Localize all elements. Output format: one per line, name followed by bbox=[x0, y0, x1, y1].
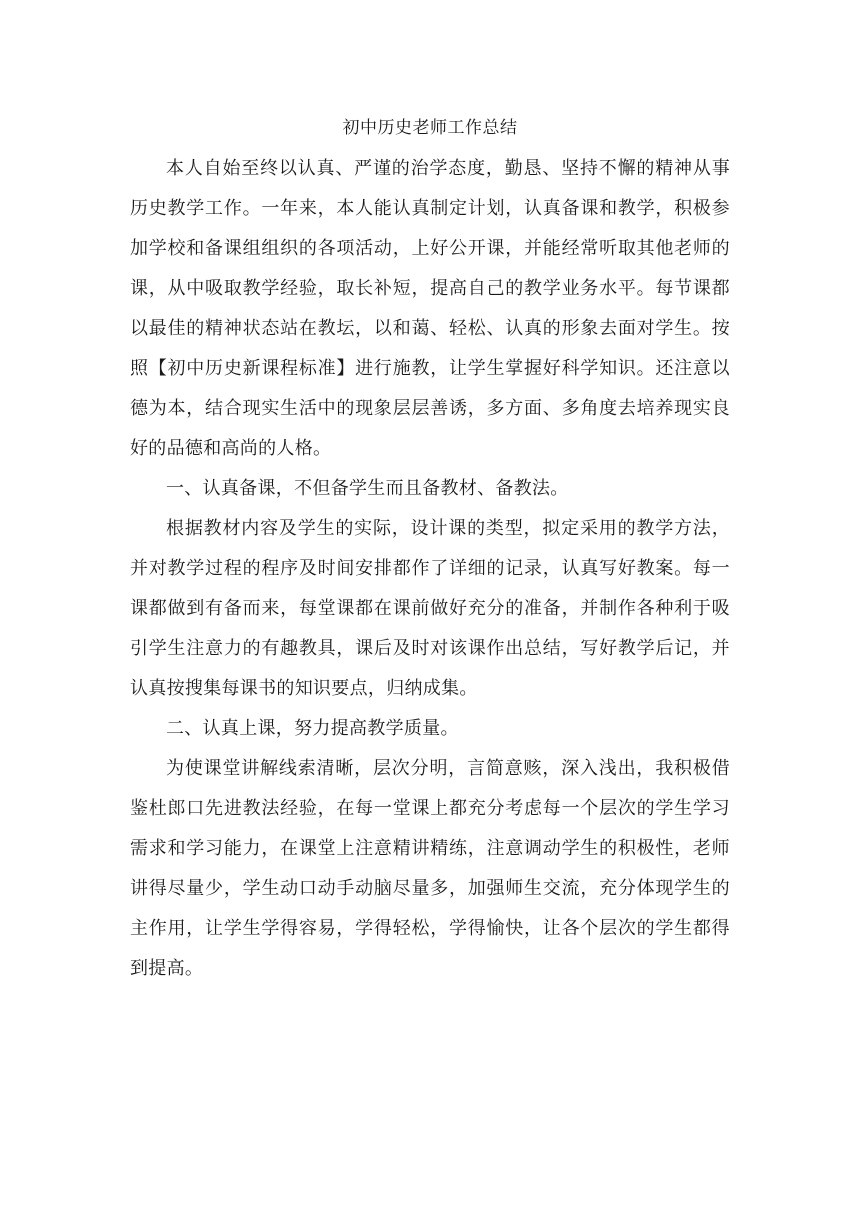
section-heading-preparation: 一、认真备课，不但备学生而且备教材、备教法。 bbox=[166, 478, 569, 499]
paragraph-preparation: 根据教材内容及学生的实际，设计课的类型，拟定采用的教学方法，并对教学过程的程序及时间安排都作了详细的记录，认真写好教案。每一课都做到有备而来，每堂课都在课前做好充分的准备，并制作各种利于吸引学生注意力的有趣教具，课后及时对该课作出总结，写好教学后记，并认真按搜集每课书的知识要点，归纳成集。 bbox=[130, 518, 730, 699]
paragraph-intro: 本人自始至终以认真、严谨的治学态度，勤恳、坚持不懈的精神从事历史教学工作。一年来，本人能认真制定计划，认真备课和教学，积极参加学校和备课组组织的各项活动，上好公开课，并能经常听取其他老师的课，从中吸取教学经验，取长补短，提高自己的教学业务水平。每节课都以最佳的精神状态站在教坛，以和蔼、轻松、认真的形象去面对学生。按照【初中历史新课程标准】进行施教，让学生掌握好科学知识。还注意以德为本，结合现实生活中的现象层层善诱，多方面、多角度去培养现实良好的品德和高尚的人格。 bbox=[130, 158, 730, 459]
section-heading-teaching: 二、认真上课，努力提高教学质量。 bbox=[166, 718, 459, 739]
document-body bbox=[130, 149, 730, 989]
paragraph-teaching: 为使课堂讲解线索清晰，层次分明，言简意赅，深入浅出，我积极借鉴杜郎口先进教法经验，在每一堂课上都充分考虑每一个层次的学生学习需求和学习能力，在课堂上注意精讲精练，注意调动学生的积极性，老师讲得尽量少，学生动口动手动脑尽量多，加强师生交流，充分体现学生的主作用，让学生学得容易，学得轻松，学得愉快，让各个层次的学生都得到提高。 bbox=[130, 758, 730, 979]
document-title: 初中历史老师工作总结 bbox=[342, 118, 518, 138]
